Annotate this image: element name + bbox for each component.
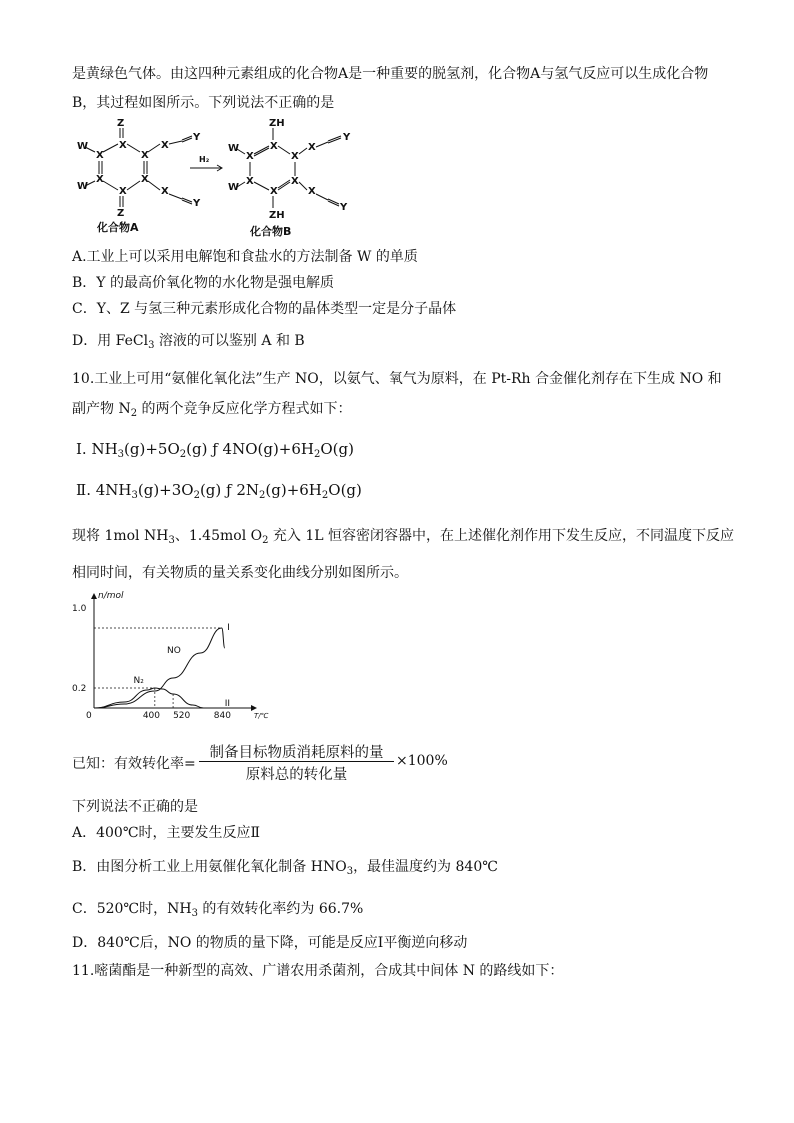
atom-y: Y: [340, 202, 348, 213]
atom-w-4: W: [228, 182, 240, 193]
atom-zh-top: ZH: [269, 118, 285, 129]
atom-x: X: [246, 151, 254, 162]
atom-x: X: [96, 150, 104, 161]
series-line-N₂: [94, 688, 204, 708]
q10-option-c: C．520℃时，$NH_3$ 的有效转化率约为 66.7%: [72, 901, 364, 919]
atom-w-2: W: [77, 181, 89, 192]
atom-x: X: [270, 186, 278, 197]
atom-w-1: W: [77, 141, 89, 152]
reagent-label: H₂: [199, 155, 210, 164]
atom-x: X: [308, 186, 316, 197]
q9-option-b: B．Y 的最高价氧化物的水化物是强电解质: [72, 275, 334, 291]
equation-2: Ⅱ. $4NH_3(g)+3O_2(g)$ ƒ $2N_2(g)+6H_2O(g)$: [76, 481, 362, 501]
atom-x: X: [246, 176, 254, 187]
series-line-NO: [94, 628, 225, 708]
compound-b-label: 化合物B: [250, 225, 292, 238]
atom-x: X: [161, 140, 169, 151]
q10-option-d: D．840℃后，NO 的物质的量下降，可能是反应Ⅰ平衡逆向移动: [72, 935, 468, 951]
q10-desc-line-1: 现将 1mol $NH_3$、1.45mol $O_2$ 充入 1L 恒容密闭容器中，在上述催化剂作用下发生反应，不同温度下反应: [72, 528, 735, 546]
intro-line-2: B，其过程如图所示。下列说法不正确的是: [72, 95, 335, 111]
atom-x: X: [119, 140, 127, 151]
intro-line-1: 是黄绿色气体。由这四种元素组成的化合物A是一种重要的脱氢剂，化合物A与氢气反应可以生成化合物: [72, 66, 709, 82]
formula-prefix: 已知：有效转化率=: [72, 756, 196, 772]
x-axis-label: T/℃: [254, 712, 269, 720]
formula-suffix: ×100%: [396, 753, 448, 769]
formula-denominator: 原料总的转化量: [245, 767, 348, 783]
atom-x: X: [96, 174, 104, 185]
atom-zh-bottom: ZH: [269, 210, 285, 221]
formula-numerator: 制备目标物质消耗原料的量: [209, 745, 384, 761]
q10-stem-line-2: 副产物 $N_2$ 的两个竞争反应化学方程式如下：: [72, 401, 352, 419]
x-tick-label: 520: [173, 711, 191, 721]
x-tick-label: 400: [142, 711, 161, 721]
atom-x: X: [161, 186, 169, 197]
y-axis-label: n/mol: [98, 591, 124, 601]
q10-option-a: A．400℃时，主要发生反应Ⅱ: [72, 825, 261, 841]
fraction-bar: [199, 761, 394, 762]
y-tick-label: 0.2: [72, 684, 87, 694]
q10-desc-line-2: 相同时间，有关物质的量关系变化曲线分别如图所示。: [72, 565, 408, 581]
atom-x: X: [141, 150, 149, 161]
atom-x: X: [141, 174, 149, 185]
y-tick-label: 0: [86, 711, 92, 721]
y-tick-label: 1.0: [72, 604, 87, 614]
atom-y: Y: [343, 132, 351, 143]
compound-a-label: 化合物A: [97, 221, 139, 234]
q10-ask: 下列说法不正确的是: [72, 799, 198, 815]
atom-x: X: [119, 186, 127, 197]
q10-stem-line-1: 10.工业上可用“氨催化氧化法”生产 NO，以氨气、氧气为原料，在 Pt-Rh 合金催化剂存在下生成 NO 和: [72, 371, 722, 387]
atom-y: Y: [193, 198, 201, 209]
atom-x: X: [291, 176, 299, 187]
x-tick-label: 840: [213, 711, 231, 721]
curve-label-1: I: [227, 623, 230, 633]
q9-option-c: C．Y、Z 与氢三种元素形成化合物的晶体类型一定是分子晶体: [72, 301, 457, 317]
equation-1: Ⅰ. $NH_3(g)+5O_2(g)$ ƒ $4NO(g)+6H_2O(g)$: [76, 440, 354, 460]
atom-z-bottom: Z: [117, 208, 125, 219]
atom-x: X: [308, 142, 316, 153]
temperature-amount-chart: [70, 590, 269, 722]
q9-option-a: A.工业上可以采用电解饱和食盐水的方法制备 W 的单质: [72, 249, 418, 265]
q9-option-d: D．用 FeCl$_3$ 溶液的可以鉴别 A 和 B: [72, 333, 305, 351]
reaction-scheme: [70, 114, 360, 238]
series-label-n2: N₂: [133, 676, 144, 686]
atom-x: X: [291, 151, 299, 162]
atom-x: X: [270, 141, 278, 152]
series-label-no: NO: [167, 646, 181, 656]
atom-w-3: W: [228, 143, 240, 154]
q10-option-b: B．由图分析工业上用氨催化氧化制备 $HNO_3$，最佳温度约为 840℃: [72, 859, 498, 877]
atom-y: Y: [193, 132, 201, 143]
q11-stem: 11.嘧菌酯是一种新型的高效、广谱农用杀菌剂，合成其中间体 N 的路线如下：: [72, 963, 564, 979]
curve-label-2: II: [224, 699, 231, 709]
atom-z-top: Z: [117, 118, 125, 129]
